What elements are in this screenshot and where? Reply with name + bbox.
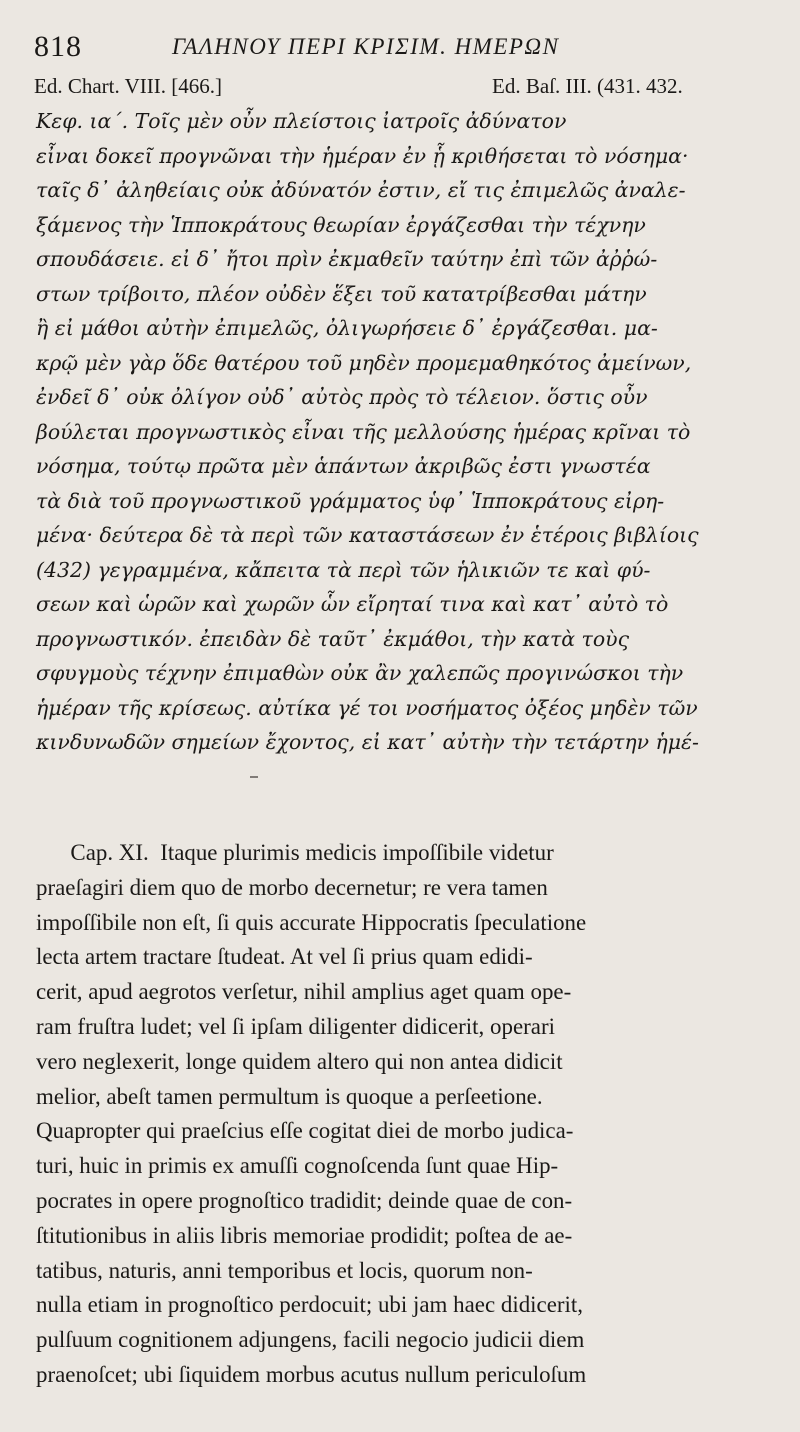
greek-line: ξάμενος τὴν Ἱπποκράτους θεωρίαν ἐργάζεσθαι τὴν τέχνην	[36, 212, 646, 237]
latin-line: tatibus, naturis, anni temporibus et locis, quorum non-	[36, 1257, 533, 1283]
latin-line: ram fruſtra ludet; vel ſi ipſam diligenter didicerit, operari	[36, 1013, 555, 1039]
greek-line: βούλεται προγνωστικὸς εἶναι τῆς μελλούσης ἡμέρας κρῖναι τὸ	[36, 419, 691, 444]
greek-line: κρῷ μὲν γὰρ ὅδε θατέρου τοῦ μηδὲν προμεμαθηκότος ἀμείνων,	[36, 350, 692, 375]
latin-text-block	[36, 836, 766, 1393]
latin-line: lecta artem tractare ſtudeat. At vel ſi prius quam edidi-	[36, 944, 533, 970]
greek-line: προγνωστικόν. ἐπειδὰν δὲ ταῦτ᾽ ἐκμάθοι, τὴν κατὰ τοὺς	[36, 626, 630, 651]
latin-line: pulſuum cognitionem adjungens, facili negocio judicii diem	[36, 1327, 585, 1353]
greek-line: σπουδάσειε. εἰ δ᾽ ἤτοι πρὶν ἐκμαθεῖν ταύτην ἐπὶ τῶν ἀῤῥώ-	[36, 247, 658, 271]
edition-reference-chartier: Ed. Chart. VIII. [466.]	[34, 74, 222, 98]
greek-line: κινδυνωδῶν σημείων ἔχοντος, εἰ κατ᾽ αὐτὴν τὴν τετάρτην ἡμέ-	[36, 730, 699, 754]
greek-line: νόσημα, τούτῳ πρῶτα μὲν ἁπάντων ἀκριβῶς ἐστι γνωστέα	[36, 454, 651, 478]
latin-line: nulla etiam in prognoſtico perdocuit; ubi jam haec didicerit,	[36, 1292, 584, 1318]
latin-line: turi, huic in primis ex amuſſi cognoſcenda ſunt quae Hip-	[36, 1153, 559, 1179]
latin-line: Cap. XI. Itaque plurimis medicis impoſſibile videtur	[36, 840, 554, 865]
edition-reference-basel: Ed. Baſ. III. (431. 432.	[492, 74, 683, 98]
greek-line: σεων καὶ ὡρῶν καὶ χωρῶν ὧν εἴρηταί τινα καὶ κατ᾽ αὐτὸ τὸ	[36, 592, 669, 616]
greek-line: ἐνδεῖ δ᾽ οὐκ ὀλίγον οὐδ᾽ αὐτὸς πρὸς τὸ τέλειον. ὅστις οὖν	[36, 385, 648, 409]
greek-text-block	[36, 104, 766, 760]
running-title: ΓΑΛΗΝΟΥ ΠΕΡΙ ΚΡΙΣΙΜ. ΗΜΕΡΩΝ	[172, 34, 560, 59]
ink-mark	[250, 776, 258, 778]
greek-line: εἶναι δοκεῖ προγνῶναι τὴν ἡμέραν ἐν ᾗ κριθήσεται τὸ νόσημα·	[36, 143, 689, 168]
running-head	[34, 30, 774, 70]
page-number: 818	[34, 30, 82, 63]
greek-line: ἢ εἰ μάθοι αὐτὴν ἐπιμελῶς, ὀλιγωρήσειε δ᾽ ἐργάζεσθαι. μα-	[36, 316, 658, 340]
edition-references	[34, 74, 774, 104]
latin-line: cerit, apud aegrotos verſetur, nihil amplius aget quam ope-	[36, 979, 572, 1005]
latin-line: impoſſibile non eſt, ſi quis accurate Hippocratis ſpeculatione	[36, 909, 587, 935]
latin-line: Quapropter qui praeſcius eſſe cogitat diei de morbo judica-	[36, 1118, 574, 1144]
latin-line: pocrates in opere prognoſtico tradidit; deinde quae de con-	[36, 1187, 573, 1213]
greek-line: ταῖς δ᾽ ἀληθείαις οὐκ ἀδύνατόν ἐστιν, εἴ τις ἐπιμελῶς ἀναλε-	[36, 178, 686, 202]
greek-line: Κεφ. ια΄. Τοῖς μὲν οὖν πλείστοις ἰατροῖς ἀδύνατον	[36, 109, 567, 133]
greek-line: σφυγμοὺς τέχνην ἐπιμαθὼν οὐκ ἂν χαλεπῶς προγινώσκοι τὴν	[36, 661, 684, 685]
latin-line: praeſagiri diem quo de morbo decernetur; re vera tamen	[36, 874, 548, 900]
latin-line: ſtitutionibus in aliis libris memoriae prodidit; poſtea de ae-	[36, 1222, 573, 1248]
latin-line: vero neglexerit, longe quidem altero qui non antea didicit	[36, 1048, 563, 1074]
greek-line: τὰ διὰ τοῦ προγνωστικοῦ γράμματος ὑφ᾽ Ἱπποκράτους εἰρη-	[36, 488, 665, 513]
greek-line: στων τρίβοιτο, πλέον οὐδὲν ἕξει τοῦ κατατρίβεσθαι μάτην	[36, 281, 647, 306]
latin-line: praenoſcet; ubi ſiquidem morbus acutus nullum periculoſum	[36, 1361, 587, 1387]
greek-line: ἡμέραν τῆς κρίσεως. αὐτίκα γέ τοι νοσήματος ὀξέος μηδὲν τῶν	[36, 695, 698, 720]
greek-line: μένα· δεύτερα δὲ τὰ περὶ τῶν καταστάσεων ἐν ἑτέροις βιβλίοις	[36, 523, 699, 547]
latin-line: melior, abeſt tamen permultum is quoque a perſeetione.	[36, 1083, 543, 1109]
greek-line: (432) γεγραμμένα, κἄπειτα τὰ περὶ τῶν ἡλικιῶν τε καὶ φύ-	[36, 557, 651, 582]
